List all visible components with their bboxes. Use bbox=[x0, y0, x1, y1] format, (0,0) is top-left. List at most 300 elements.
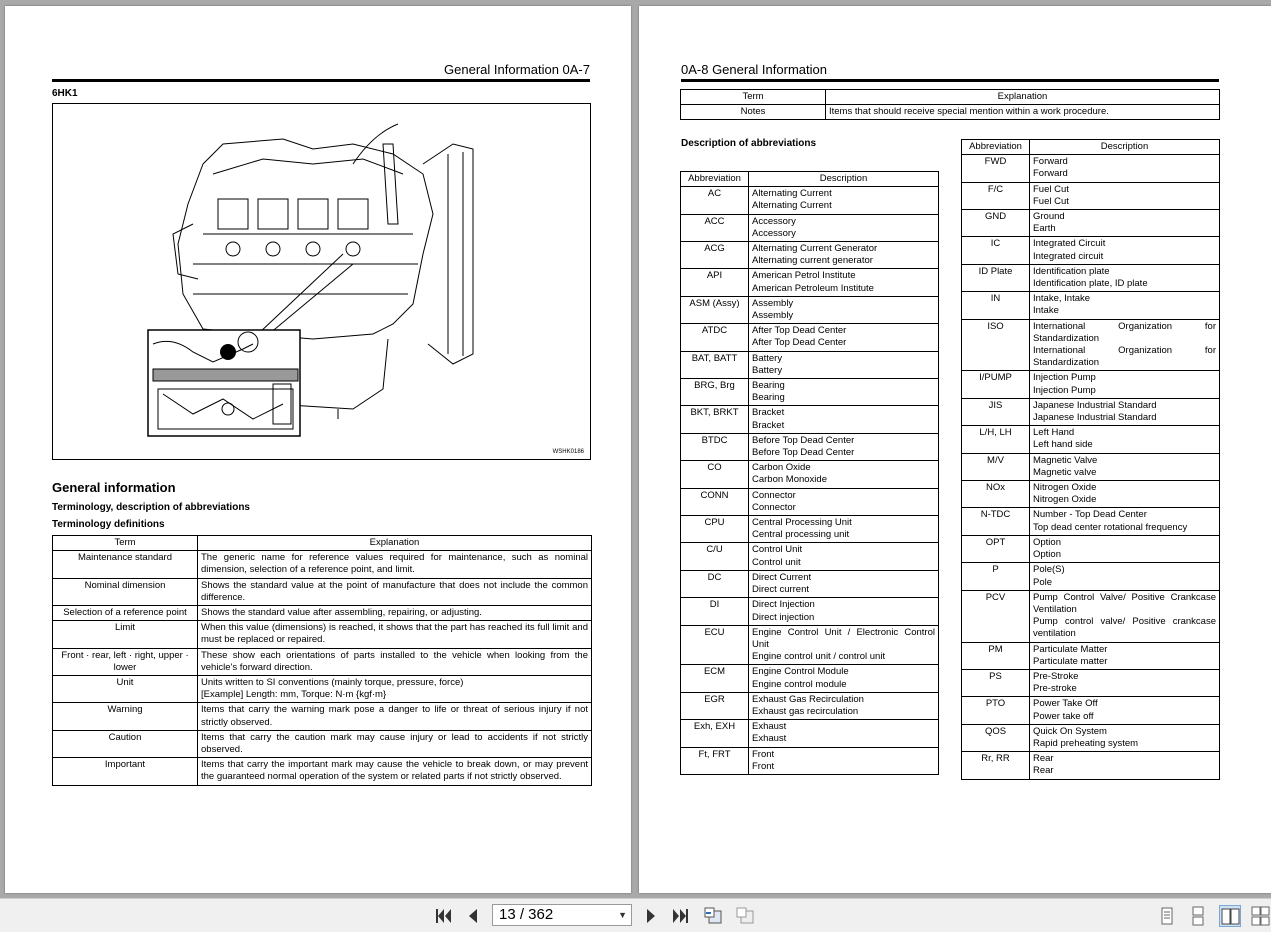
description-cell-line: Direct injection bbox=[752, 611, 815, 623]
explanation-cell-line: [Example] Length: mm, Torque: N·m {kgf·m} bbox=[201, 689, 387, 701]
abbreviation-cell: Rr, RR bbox=[962, 752, 1030, 779]
abbreviation-cell: ECM bbox=[681, 665, 749, 692]
chevron-down-icon[interactable]: ▼ bbox=[618, 910, 627, 920]
header-rule bbox=[52, 79, 590, 82]
description-cell-line: Intake, Intake bbox=[1033, 293, 1091, 305]
term-cell: Selection of a reference point bbox=[53, 606, 198, 621]
explanation-cell bbox=[198, 758, 592, 785]
abbreviation-cell: API bbox=[681, 269, 749, 296]
abbreviation-cell: ATDC bbox=[681, 324, 749, 351]
facing-view-icon bbox=[1220, 906, 1242, 928]
description-cell-line: Direct current bbox=[752, 584, 810, 596]
explanation-cell-line: Shows the standard value at the point of manufacture that does not include the common difference. bbox=[201, 579, 588, 603]
abbreviation-cell: BKT, BRKT bbox=[681, 406, 749, 433]
header-rule bbox=[681, 79, 1219, 82]
page-header: General Information 0A-7 bbox=[444, 62, 590, 77]
description-cell-line: Bracket bbox=[752, 419, 785, 431]
table-row bbox=[53, 676, 592, 703]
description-cell-line: International Organization for Standardization bbox=[1033, 320, 1216, 344]
description-cell-line: American Petrol Institute bbox=[752, 270, 856, 282]
description-cell-line: Exhaust bbox=[752, 733, 787, 745]
table-header-row bbox=[53, 536, 592, 551]
description-cell bbox=[1030, 697, 1220, 724]
term-cell: Front · rear, left · right, upper · lower bbox=[53, 648, 198, 675]
description-cell bbox=[749, 296, 939, 323]
abbreviation-cell: ECU bbox=[681, 625, 749, 665]
description-cell-line: Power Take Off bbox=[1033, 698, 1098, 710]
description-cell bbox=[1030, 371, 1220, 398]
description-cell-line: Control Unit bbox=[752, 544, 803, 556]
description-cell-line: Before Top Dead Center bbox=[752, 434, 855, 446]
term-cell: Warning bbox=[53, 703, 198, 730]
table-row bbox=[681, 543, 939, 570]
description-cell bbox=[749, 324, 939, 351]
go-forward-button[interactable] bbox=[734, 905, 756, 927]
last-page-button[interactable] bbox=[670, 905, 692, 927]
description-cell-line: Forward bbox=[1033, 168, 1068, 180]
table-row bbox=[681, 665, 939, 692]
description-cell-line: Magnetic valve bbox=[1033, 466, 1097, 478]
page-number-value: 13 / 362 bbox=[499, 906, 554, 923]
description-cell-line: Left hand side bbox=[1033, 439, 1093, 451]
description-cell-line: Left Hand bbox=[1033, 427, 1075, 439]
description-cell bbox=[749, 598, 939, 625]
table-header-row bbox=[681, 172, 939, 187]
abbreviation-cell: ACG bbox=[681, 242, 749, 269]
explanation-cell-line: Items that carry the warning mark pose a danger to life or threat of serious injury if not strictly observed. bbox=[201, 704, 588, 728]
description-cell-line: Exhaust Gas Recirculation bbox=[752, 693, 864, 705]
table-row bbox=[53, 703, 592, 730]
description-cell bbox=[1030, 453, 1220, 480]
continuous-view-icon bbox=[1187, 905, 1209, 927]
description-cell-line: Rear bbox=[1033, 765, 1054, 777]
description-cell-line: Engine Control Module bbox=[752, 666, 849, 678]
description-cell bbox=[749, 214, 939, 241]
description-cell-line: Central Processing Unit bbox=[752, 517, 852, 529]
table-row bbox=[53, 730, 592, 757]
description-cell-line: International Organization for Standardization bbox=[1033, 345, 1216, 369]
page-left bbox=[5, 6, 631, 893]
explanation-cell-line: When this value (dimensions) is reached, it shows that the part has reached its full limit and must be replaced or repaired. bbox=[201, 622, 588, 646]
description-cell-line: Engine control unit / control unit bbox=[752, 651, 886, 663]
abbreviation-cell: PM bbox=[962, 642, 1030, 669]
description-cell bbox=[1030, 481, 1220, 508]
notes-table bbox=[680, 89, 1220, 120]
description-cell-line: Front bbox=[752, 760, 775, 772]
table-row bbox=[962, 155, 1220, 182]
description-cell-line: After Top Dead Center bbox=[752, 325, 847, 337]
table-row bbox=[962, 508, 1220, 535]
abbreviation-cell: M/V bbox=[962, 453, 1030, 480]
abbreviation-cell: P bbox=[962, 563, 1030, 590]
explanation-cell bbox=[198, 648, 592, 675]
explanation-cell bbox=[198, 676, 592, 703]
term-cell: Caution bbox=[53, 730, 198, 757]
table-row bbox=[681, 187, 939, 214]
table-row bbox=[962, 535, 1220, 562]
description-cell bbox=[1030, 724, 1220, 751]
table-row bbox=[681, 516, 939, 543]
column-header-explanation: Explanation bbox=[198, 536, 592, 551]
table-row bbox=[962, 210, 1220, 237]
table-row bbox=[681, 570, 939, 597]
term-cell: Notes bbox=[681, 105, 826, 120]
table-row bbox=[962, 669, 1220, 696]
abbreviation-cell: EGR bbox=[681, 692, 749, 719]
table-row bbox=[681, 461, 939, 488]
description-cell-line: Integrated Circuit bbox=[1033, 238, 1106, 250]
description-cell bbox=[1030, 642, 1220, 669]
description-cell bbox=[749, 747, 939, 774]
description-cell-line: Accessory bbox=[752, 227, 796, 239]
description-cell-line: Exhaust bbox=[752, 721, 787, 733]
table-row bbox=[681, 692, 939, 719]
description-cell-line: Carbon Oxide bbox=[752, 462, 811, 474]
abbreviation-cell: AC bbox=[681, 187, 749, 214]
description-cell-line: Earth bbox=[1033, 223, 1056, 235]
explanation-cell bbox=[198, 606, 592, 621]
table-row bbox=[962, 642, 1220, 669]
abbreviation-cell: NOx bbox=[962, 481, 1030, 508]
abbreviation-cell: PS bbox=[962, 669, 1030, 696]
column-header-description: Description bbox=[1030, 140, 1220, 155]
description-cell bbox=[749, 516, 939, 543]
table-row bbox=[681, 379, 939, 406]
terminology-table bbox=[52, 535, 592, 786]
engine-figure bbox=[52, 103, 591, 460]
table-row bbox=[962, 697, 1220, 724]
description-cell-line: After Top Dead Center bbox=[752, 337, 847, 349]
description-cell-line: Connector bbox=[752, 489, 796, 501]
description-cell bbox=[749, 488, 939, 515]
figure-code: WSHK0186 bbox=[552, 449, 584, 455]
table-row bbox=[962, 481, 1220, 508]
next-page-button[interactable] bbox=[640, 905, 662, 927]
table-row bbox=[681, 625, 939, 665]
table-row bbox=[53, 578, 592, 605]
description-cell-line: Injection Pump bbox=[1033, 372, 1096, 384]
continuous-view-button[interactable] bbox=[1187, 905, 1209, 927]
description-cell bbox=[749, 461, 939, 488]
abbreviation-cell: IC bbox=[962, 237, 1030, 264]
description-cell-line: Battery bbox=[752, 364, 783, 376]
table-row bbox=[53, 758, 592, 785]
description-cell-line: Fuel Cut bbox=[1033, 195, 1069, 207]
description-cell-line: Pole bbox=[1033, 576, 1053, 588]
description-cell-line: Engine Control Unit / Electronic Control Unit bbox=[752, 626, 935, 650]
description-cell bbox=[749, 570, 939, 597]
description-cell-line: Intake bbox=[1033, 305, 1059, 317]
go-back-icon bbox=[702, 905, 724, 927]
description-cell-line: Alternating current generator bbox=[752, 255, 873, 267]
table-row bbox=[962, 292, 1220, 319]
description-cell bbox=[1030, 398, 1220, 425]
abbreviations-table-left bbox=[680, 171, 939, 775]
abbreviation-cell: ID Plate bbox=[962, 264, 1030, 291]
table-row bbox=[962, 563, 1220, 590]
table-row bbox=[681, 406, 939, 433]
prev-page-button[interactable] bbox=[462, 905, 484, 927]
description-cell-line: Integrated circuit bbox=[1033, 250, 1104, 262]
table-row bbox=[681, 747, 939, 774]
description-cell bbox=[749, 406, 939, 433]
description-cell bbox=[749, 351, 939, 378]
last-page-icon bbox=[670, 905, 692, 927]
description-cell-line: Injection Pump bbox=[1033, 384, 1096, 396]
term-cell: Unit bbox=[53, 676, 198, 703]
description-cell bbox=[1030, 669, 1220, 696]
viewer-toolbar bbox=[0, 898, 1271, 932]
description-cell bbox=[1030, 426, 1220, 453]
description-cell-line: Pole(S) bbox=[1033, 564, 1065, 576]
table-row bbox=[681, 296, 939, 323]
inset-detail bbox=[148, 330, 300, 436]
explanation-cell-line: Shows the standard value after assembling, repairing, or adjusting. bbox=[201, 607, 482, 619]
table-row bbox=[681, 242, 939, 269]
facing-view-button[interactable] bbox=[1219, 905, 1241, 927]
description-cell-line: Exhaust gas recirculation bbox=[752, 705, 859, 717]
description-cell bbox=[1030, 563, 1220, 590]
first-page-icon bbox=[432, 905, 454, 927]
description-cell bbox=[1030, 182, 1220, 209]
abbreviation-cell: CO bbox=[681, 461, 749, 488]
description-cell bbox=[749, 665, 939, 692]
explanation-cell-line: Units written to SI conventions (mainly torque, pressure, force) bbox=[201, 677, 464, 689]
description-cell-line: Direct Injection bbox=[752, 599, 815, 611]
column-header-abbreviation: Abbreviation bbox=[681, 172, 749, 187]
table-row bbox=[962, 264, 1220, 291]
description-cell bbox=[1030, 752, 1220, 779]
description-cell-line: Accessory bbox=[752, 215, 796, 227]
description-cell-line: Number - Top Dead Center bbox=[1033, 509, 1147, 521]
description-cell-line: Pre-stroke bbox=[1033, 683, 1077, 695]
description-cell bbox=[1030, 508, 1220, 535]
section-title: General information bbox=[52, 480, 176, 495]
page-header: 0A-8 General Information bbox=[681, 62, 827, 77]
abbreviations-table-right bbox=[961, 139, 1220, 780]
abbreviation-cell: BRG, Brg bbox=[681, 379, 749, 406]
description-cell-line: Bearing bbox=[752, 392, 785, 404]
abbreviation-cell: DC bbox=[681, 570, 749, 597]
explanation-cell-line: Items that carry the caution mark may cause injury or lead to accidents if not strictly observed. bbox=[201, 731, 588, 756]
table-row bbox=[962, 182, 1220, 209]
table-header-row bbox=[681, 90, 1220, 105]
explanation-cell bbox=[198, 703, 592, 730]
explanation-cell bbox=[198, 551, 592, 578]
explanation-cell-line: Items that carry the important mark may cause the vehicle to break down, or may prevent the guaranteed normal operation of the system or related parts if not strictly observed. bbox=[201, 759, 588, 783]
description-cell-line: Pre-Stroke bbox=[1033, 670, 1079, 682]
abbreviation-cell: ISO bbox=[962, 319, 1030, 371]
description-cell bbox=[749, 242, 939, 269]
explanation-cell bbox=[198, 730, 592, 757]
column-header-explanation: Explanation bbox=[826, 90, 1220, 105]
description-cell bbox=[749, 379, 939, 406]
single-page-view-icon bbox=[1156, 905, 1178, 927]
table-row bbox=[962, 724, 1220, 751]
description-cell bbox=[749, 269, 939, 296]
explanation-cell-line: These show each orientations of parts installed to the vehicle when looking from the vehicle's forward direction. bbox=[201, 649, 588, 673]
description-cell bbox=[1030, 210, 1220, 237]
column-header-abbreviation: Abbreviation bbox=[962, 140, 1030, 155]
description-cell-line: Pump control valve/ Positive crankcase ventilation bbox=[1033, 616, 1216, 640]
abbreviation-cell: F/C bbox=[962, 182, 1030, 209]
description-cell-line: Rear bbox=[1033, 753, 1054, 765]
abbreviation-cell: I/PUMP bbox=[962, 371, 1030, 398]
description-cell bbox=[749, 720, 939, 747]
table-row bbox=[681, 351, 939, 378]
description-cell-line: Japanese Industrial Standard bbox=[1033, 412, 1157, 424]
description-cell-line: Front bbox=[752, 748, 775, 760]
table-row bbox=[681, 433, 939, 460]
description-cell-line: Rapid preheating system bbox=[1033, 737, 1139, 749]
description-cell bbox=[749, 625, 939, 665]
model-label: 6HK1 bbox=[52, 88, 78, 99]
abbreviation-cell: BAT, BATT bbox=[681, 351, 749, 378]
table-row bbox=[681, 598, 939, 625]
description-cell-line: Power take off bbox=[1033, 710, 1094, 722]
description-cell-line: Quick On System bbox=[1033, 725, 1107, 737]
table-row bbox=[53, 606, 592, 621]
description-cell-line: Particulate matter bbox=[1033, 655, 1108, 667]
description-cell-line: Nitrogen Oxide bbox=[1033, 482, 1097, 494]
description-cell-line: Japanese Industrial Standard bbox=[1033, 399, 1157, 411]
column-header-term: Term bbox=[53, 536, 198, 551]
term-cell: Nominal dimension bbox=[53, 578, 198, 605]
column-header-term: Term bbox=[681, 90, 826, 105]
description-cell bbox=[749, 433, 939, 460]
abbreviation-cell: N-TDC bbox=[962, 508, 1030, 535]
table-row bbox=[681, 269, 939, 296]
abbreviation-cell: PTO bbox=[962, 697, 1030, 724]
table-row bbox=[681, 720, 939, 747]
description-cell-line: Option bbox=[1033, 549, 1061, 561]
table-row bbox=[681, 488, 939, 515]
abbreviation-cell: GND bbox=[962, 210, 1030, 237]
description-cell-line: Identification plate, ID plate bbox=[1033, 278, 1148, 290]
description-cell-line: Identification plate bbox=[1033, 265, 1110, 277]
description-cell-line: Direct Current bbox=[752, 571, 812, 583]
description-cell-line: Carbon Monoxide bbox=[752, 474, 827, 486]
description-cell bbox=[749, 187, 939, 214]
description-cell-line: Central processing unit bbox=[752, 529, 850, 541]
description-cell-line: Magnetic Valve bbox=[1033, 454, 1098, 466]
description-cell bbox=[1030, 237, 1220, 264]
abbreviation-cell: PCV bbox=[962, 590, 1030, 642]
table-row bbox=[53, 648, 592, 675]
abbreviation-cell: C/U bbox=[681, 543, 749, 570]
term-cell: Important bbox=[53, 758, 198, 785]
abbreviation-cell: QOS bbox=[962, 724, 1030, 751]
abbreviation-cell: JIS bbox=[962, 398, 1030, 425]
page-number-field[interactable] bbox=[492, 904, 632, 926]
description-cell-line: Alternating Current bbox=[752, 188, 832, 200]
description-cell-line: Before Top Dead Center bbox=[752, 447, 855, 459]
table-row bbox=[962, 237, 1220, 264]
table-row bbox=[681, 324, 939, 351]
description-cell bbox=[1030, 319, 1220, 371]
description-cell-line: Engine control module bbox=[752, 678, 847, 690]
facing-continuous-view-button[interactable] bbox=[1250, 905, 1271, 927]
abbreviation-cell: CONN bbox=[681, 488, 749, 515]
subheading-definitions: Terminology definitions bbox=[52, 519, 165, 530]
table-row bbox=[962, 590, 1220, 642]
subheading-terminology: Terminology, description of abbreviations bbox=[52, 502, 250, 513]
description-cell-line: Fuel Cut bbox=[1033, 183, 1069, 195]
description-cell-line: Forward bbox=[1033, 156, 1068, 168]
term-cell: Limit bbox=[53, 621, 198, 648]
abbreviation-cell: Ft, FRT bbox=[681, 747, 749, 774]
table-header-row bbox=[962, 140, 1220, 155]
explanation-cell bbox=[198, 621, 592, 648]
explanation-cell: Items that should receive special mention within a work procedure. bbox=[826, 105, 1220, 120]
description-cell-line: Option bbox=[1033, 536, 1061, 548]
first-page-button[interactable] bbox=[432, 905, 454, 927]
table-row bbox=[962, 371, 1220, 398]
description-cell-line: Battery bbox=[752, 352, 783, 364]
description-cell-line: Control unit bbox=[752, 556, 801, 568]
description-cell-line: Pump Control Valve/ Positive Crankcase Ventilation bbox=[1033, 591, 1216, 615]
table-row bbox=[962, 319, 1220, 371]
description-cell-line: Ground bbox=[1033, 211, 1065, 223]
description-cell-line: American Petroleum Institute bbox=[752, 282, 874, 294]
facing-continuous-view-icon bbox=[1250, 905, 1271, 927]
table-row bbox=[962, 752, 1220, 779]
abbreviation-cell: BTDC bbox=[681, 433, 749, 460]
description-cell-line: Alternating Current bbox=[752, 200, 832, 212]
single-page-view-button[interactable] bbox=[1156, 905, 1178, 927]
abbreviation-cell: ASM (Assy) bbox=[681, 296, 749, 323]
table-row bbox=[962, 398, 1220, 425]
description-cell-line: Connector bbox=[752, 501, 796, 513]
table-row bbox=[962, 453, 1220, 480]
abbreviation-cell: L/H, LH bbox=[962, 426, 1030, 453]
column-header-description: Description bbox=[749, 172, 939, 187]
abbreviations-title: Description of abbreviations bbox=[681, 138, 817, 149]
abbreviation-cell: FWD bbox=[962, 155, 1030, 182]
description-cell bbox=[749, 543, 939, 570]
table-row bbox=[681, 105, 1220, 120]
abbreviation-cell: ACC bbox=[681, 214, 749, 241]
table-row bbox=[53, 621, 592, 648]
table-row bbox=[681, 214, 939, 241]
abbreviation-cell: CPU bbox=[681, 516, 749, 543]
term-cell: Maintenance standard bbox=[53, 551, 198, 578]
description-cell-line: Nitrogen Oxide bbox=[1033, 494, 1097, 506]
table-row bbox=[962, 426, 1220, 453]
description-cell-line: Assembly bbox=[752, 297, 794, 309]
engine-illustration bbox=[53, 104, 590, 459]
abbreviation-cell: DI bbox=[681, 598, 749, 625]
go-forward-icon bbox=[734, 905, 756, 927]
description-cell bbox=[1030, 590, 1220, 642]
abbreviation-cell: OPT bbox=[962, 535, 1030, 562]
explanation-cell bbox=[198, 578, 592, 605]
prev-page-icon bbox=[462, 905, 484, 927]
next-page-icon bbox=[640, 905, 662, 927]
description-cell-line: Assembly bbox=[752, 310, 794, 322]
abbreviation-cell: IN bbox=[962, 292, 1030, 319]
page-right bbox=[639, 6, 1271, 893]
description-cell-line: Bracket bbox=[752, 407, 785, 419]
description-cell-line: Particulate Matter bbox=[1033, 643, 1108, 655]
go-back-button[interactable] bbox=[702, 905, 724, 927]
description-cell bbox=[1030, 264, 1220, 291]
description-cell bbox=[1030, 155, 1220, 182]
abbreviation-cell: Exh, EXH bbox=[681, 720, 749, 747]
description-cell bbox=[1030, 535, 1220, 562]
description-cell-line: Alternating Current Generator bbox=[752, 243, 878, 255]
description-cell bbox=[1030, 292, 1220, 319]
